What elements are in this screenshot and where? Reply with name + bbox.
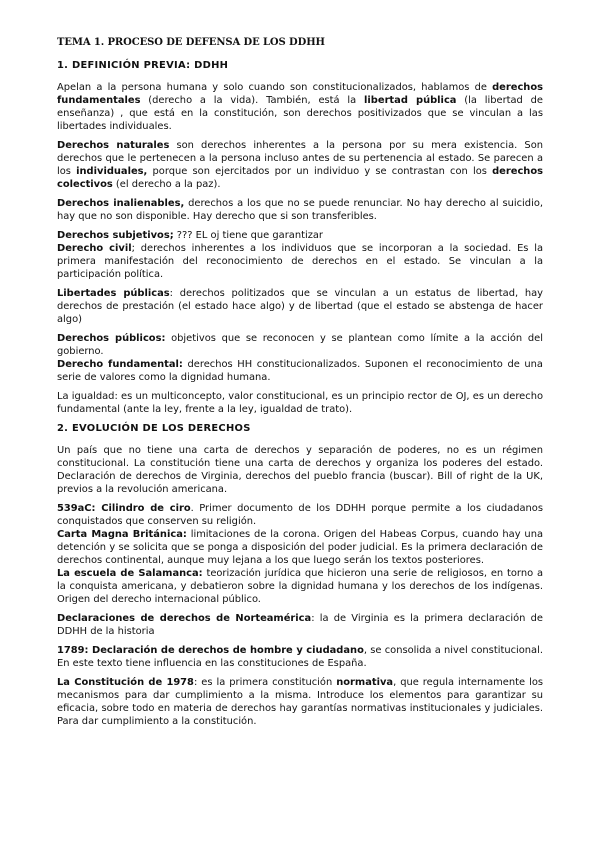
text-run: teorización jurídica que hicieron una serie de religiosos, en torno a la conquista americana, y debatieron sobre la dignidad humana y los derechos de los indígenas. Origen del derecho internacional público. xyxy=(57,568,544,605)
text-run: : la de Virginia es la primera declaración de DDHH de la historia xyxy=(57,613,543,637)
section-heading-definicion: 1. DEFINICIÓN PREVIA: DDHH xyxy=(57,60,229,71)
section-heading-evolucion: 2. EVOLUCIÓN DE LOS DERECHOS xyxy=(57,423,251,434)
text-run: , se consolida a nivel constitucional. En este texto tiene influencia en las constituciones de España. xyxy=(57,645,543,669)
paragraph-cilindro-ciro xyxy=(57,502,543,528)
text-run: : es la primera constitución xyxy=(193,677,337,688)
bold-term: Derecho civil xyxy=(57,243,132,254)
paragraph-derechos-naturales xyxy=(57,139,543,191)
bold-term: Derecho fundamental: xyxy=(57,359,183,370)
text-run: (la libertad de enseñanza) , que está en la constitución, son derechos positivizados que se vinculan a las libertades individuales. xyxy=(57,95,543,132)
text-run: . Primer documento de los DDHH porque permite a los ciudadanos conquistados que conserven su religión. xyxy=(57,503,543,527)
text-run: ; derechos inherentes a los individuos que se incorporan a la sociedad. Es la primera manifestación del reconocimiento de derechos en el estado. Se vinculan a la participación política. xyxy=(57,243,544,280)
paragraph-derechos-inalienables xyxy=(57,197,543,223)
paragraph-norteamerica xyxy=(57,612,543,638)
document-title: TEMA 1. PROCESO DE DEFENSA DE LOS DDHH xyxy=(57,37,325,48)
paragraph-derechos-publicos xyxy=(57,332,543,358)
paragraph-escuela-salamanca xyxy=(57,567,543,606)
text-run: Apelan a la persona humana y solo cuando son constitucionalizados, hablamos de xyxy=(57,82,493,93)
paragraph-constitucion-1978 xyxy=(57,676,543,728)
text-run: derechos HH constitucionalizados. Suponen el reconocimiento de una serie de valores como la dignidad humana. xyxy=(57,359,543,383)
text-run: objetivos que se reconocen y se plantean como límite a la acción del gobierno. xyxy=(57,333,543,357)
bold-term: derechos colectivos xyxy=(57,166,543,190)
paragraph-derecho-fundamental xyxy=(57,358,543,384)
text-run: porque son ejercitados por un individuo y se contrastan con los xyxy=(147,166,493,177)
text-run: , que regula internamente los mecanismos para dar cumplimiento a la misma. Introduce los elementos para garantizar su eficacia, sobre todo en materia de derechos hay garantías normativas institucionales y judiciales. Para dar cumplimiento a la constitución. xyxy=(57,677,544,727)
bold-term: Derechos públicos: xyxy=(57,333,166,344)
bold-term: Derechos subjetivos; xyxy=(57,230,174,241)
text-run: (derecho a la vida). También, está la xyxy=(140,95,365,106)
bold-term: 1789: Declaración de derechos de hombre y ciudadano xyxy=(57,645,364,656)
text-run: : derechos politizados que se vinculan a un estatus de libertad, hay derechos de prestación (el estado hace algo) y de libertad (que el estado se abstenga de hacer algo) xyxy=(57,288,543,325)
paragraph-intro xyxy=(57,81,543,133)
bold-term: derechos fundamentales xyxy=(57,82,543,106)
bold-term: 539aC: Cilindro de ciro xyxy=(57,503,191,514)
bold-term: Derechos naturales xyxy=(57,140,170,151)
text-run: ??? EL oj tiene que garantizar xyxy=(173,230,323,241)
bold-term: Derechos inalienables, xyxy=(57,198,185,209)
text-run: limitaciones de la corona. Origen del Habeas Corpus, cuando hay una detención y se solicita que se ponga a disposición del poder judicial. Es la primera declaración de derechos continental, aunque muy lejana a los que luego serán los textos posteriores. xyxy=(57,529,544,566)
bold-term: La Constitución de 1978 xyxy=(57,677,194,688)
bold-term: normativa xyxy=(336,677,394,688)
paragraph-1789 xyxy=(57,644,543,670)
paragraph-libertades-publicas xyxy=(57,287,543,326)
text-run: (el derecho a la paz). xyxy=(112,179,221,190)
text-run: son derechos inherentes a la persona por su mera existencia. Son derechos que le pertenecen a la persona incluso antes de su pertenencia al estado. Se parecen a los xyxy=(57,140,543,177)
bold-term: individuales, xyxy=(76,166,148,177)
paragraph-carta-derechos: Un país que no tiene una carta de derechos y separación de poderes, no es un régimen constitucional. La constitución tiene una carta de derechos y organiza los poderes del estado. Declaración de derechos de Virginia, derechos del pueblo francia (buscar). Bill of right de la UK, previos a la revolución americana. xyxy=(57,445,543,495)
bold-term: Libertades públicas xyxy=(57,288,170,299)
paragraph-igualdad: La igualdad: es un multiconcepto, valor constitucional, es un principio rector de OJ, es un derecho fundamental (ante la ley, frente a la ley, igualdad de trato). xyxy=(57,391,543,415)
bold-term: Carta Magna Británica: xyxy=(57,529,187,540)
text-run: derechos a los que no se puede renunciar. No hay derecho al suicidio, hay que no son disponible. Hay derecho que si son transferibles. xyxy=(57,198,543,222)
paragraph-derechos-subjetivos xyxy=(57,229,543,242)
paragraph-carta-magna xyxy=(57,528,543,567)
bold-term: Declaraciones de derechos de Norteamérica xyxy=(57,613,312,624)
paragraph-derecho-civil xyxy=(57,242,543,281)
bold-term: libertad pública xyxy=(364,95,457,106)
bold-term: La escuela de Salamanca: xyxy=(57,568,203,579)
